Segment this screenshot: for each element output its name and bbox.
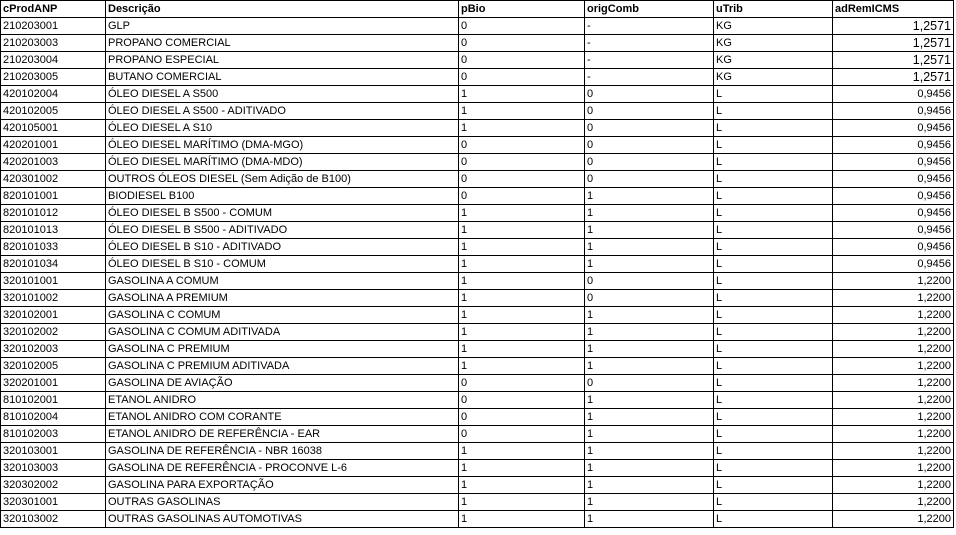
cell-pbio: 1 [459,460,585,477]
cell-descricao: GASOLINA C COMUM [106,307,459,324]
cell-utrib: L [714,392,833,409]
cell-adremicms: 0,9456 [833,256,954,273]
cell-origcomb: 1 [585,222,714,239]
cell-utrib: L [714,494,833,511]
cell-cprodanp: 420301002 [1,171,106,188]
table-row [1,256,954,273]
cell-utrib: L [714,358,833,375]
cell-adremicms: 1,2200 [833,341,954,358]
table-row [1,307,954,324]
cell-descricao: PROPANO ESPECIAL [106,52,459,69]
table-row [1,35,954,52]
cell-pbio: 0 [459,18,585,35]
cell-pbio: 1 [459,239,585,256]
cell-pbio: 1 [459,358,585,375]
cell-cprodanp: 320101001 [1,273,106,290]
table-row [1,460,954,477]
cell-cprodanp: 320103003 [1,460,106,477]
table-row [1,511,954,528]
cell-adremicms: 1,2571 [833,18,954,35]
cell-utrib: L [714,120,833,137]
cell-cprodanp: 320102002 [1,324,106,341]
cell-descricao: GASOLINA C PREMIUM [106,341,459,358]
cell-adremicms: 0,9456 [833,103,954,120]
cell-adremicms: 0,9456 [833,239,954,256]
cell-utrib: L [714,137,833,154]
cell-pbio: 1 [459,443,585,460]
cell-pbio: 0 [459,69,585,86]
cell-origcomb: 0 [585,154,714,171]
cell-origcomb: 1 [585,477,714,494]
cell-adremicms: 0,9456 [833,137,954,154]
cell-cprodanp: 320103002 [1,511,106,528]
cell-utrib: KG [714,18,833,35]
cell-descricao: ÓLEO DIESEL MARÍTIMO (DMA-MDO) [106,154,459,171]
cell-adremicms: 1,2200 [833,324,954,341]
cell-cprodanp: 420201003 [1,154,106,171]
cell-descricao: GASOLINA DE AVIAÇÃO [106,375,459,392]
cell-utrib: L [714,375,833,392]
cell-cprodanp: 420105001 [1,120,106,137]
cell-adremicms: 0,9456 [833,154,954,171]
cell-cprodanp: 320101002 [1,290,106,307]
cell-cprodanp: 320301001 [1,494,106,511]
cell-adremicms: 0,9456 [833,205,954,222]
cell-utrib: L [714,222,833,239]
cell-origcomb: 1 [585,324,714,341]
cell-origcomb: - [585,69,714,86]
table-row [1,120,954,137]
cell-descricao: ETANOL ANIDRO DE REFERÊNCIA - EAR [106,426,459,443]
cell-origcomb: 0 [585,273,714,290]
cell-pbio: 0 [459,426,585,443]
header-origcomb: origComb [585,1,714,18]
cell-cprodanp: 320102001 [1,307,106,324]
cell-cprodanp: 820101012 [1,205,106,222]
cell-pbio: 0 [459,154,585,171]
cell-utrib: L [714,103,833,120]
header-adremicms: adRemICMS [833,1,954,18]
cell-utrib: KG [714,52,833,69]
cell-utrib: L [714,239,833,256]
cell-descricao: BIODIESEL B100 [106,188,459,205]
cell-pbio: 0 [459,375,585,392]
cell-pbio: 1 [459,341,585,358]
cell-adremicms: 1,2200 [833,494,954,511]
cell-origcomb: - [585,35,714,52]
cell-descricao: ÓLEO DIESEL B S10 - COMUM [106,256,459,273]
cell-pbio: 1 [459,494,585,511]
cell-utrib: L [714,307,833,324]
header-utrib: uTrib [714,1,833,18]
table-row [1,188,954,205]
cell-descricao: ÓLEO DIESEL A S500 [106,86,459,103]
cell-cprodanp: 420102004 [1,86,106,103]
cell-pbio: 0 [459,188,585,205]
cell-pbio: 1 [459,222,585,239]
table-row [1,426,954,443]
cell-origcomb: 1 [585,426,714,443]
table-row [1,324,954,341]
cell-origcomb: 1 [585,494,714,511]
cell-origcomb: 1 [585,460,714,477]
cell-adremicms: 1,2200 [833,511,954,528]
table-row [1,273,954,290]
header-cprodanp: cProdANP [1,1,106,18]
cell-origcomb: 0 [585,290,714,307]
cell-descricao: GASOLINA A COMUM [106,273,459,290]
cell-descricao: ÓLEO DIESEL B S10 - ADITIVADO [106,239,459,256]
cell-utrib: L [714,409,833,426]
header-pbio: pBio [459,1,585,18]
cell-adremicms: 0,9456 [833,120,954,137]
cell-cprodanp: 420102005 [1,103,106,120]
cell-cprodanp: 320103001 [1,443,106,460]
cell-origcomb: 1 [585,307,714,324]
cell-origcomb: 1 [585,443,714,460]
table-row [1,358,954,375]
cell-adremicms: 1,2200 [833,409,954,426]
cell-origcomb: 0 [585,120,714,137]
cell-descricao: OUTRAS GASOLINAS [106,494,459,511]
cell-adremicms: 1,2200 [833,375,954,392]
cell-utrib: L [714,290,833,307]
cell-descricao: ÓLEO DIESEL B S500 - COMUM [106,205,459,222]
cell-cprodanp: 810102003 [1,426,106,443]
cell-adremicms: 0,9456 [833,222,954,239]
cell-pbio: 1 [459,307,585,324]
cell-adremicms: 1,2200 [833,358,954,375]
table-row [1,18,954,35]
cell-utrib: L [714,273,833,290]
cell-pbio: 1 [459,205,585,222]
cell-utrib: KG [714,35,833,52]
cell-adremicms: 1,2200 [833,460,954,477]
cell-pbio: 0 [459,35,585,52]
table-row [1,477,954,494]
cell-utrib: KG [714,69,833,86]
cell-pbio: 0 [459,137,585,154]
cell-pbio: 1 [459,324,585,341]
cell-adremicms: 1,2200 [833,392,954,409]
cell-pbio: 1 [459,86,585,103]
cell-cprodanp: 820101001 [1,188,106,205]
cell-utrib: L [714,171,833,188]
cell-descricao: ETANOL ANIDRO COM CORANTE [106,409,459,426]
cell-utrib: L [714,154,833,171]
cell-adremicms: 1,2571 [833,69,954,86]
cell-pbio: 0 [459,52,585,69]
cell-utrib: L [714,86,833,103]
cell-cprodanp: 210203003 [1,35,106,52]
cell-descricao: ÓLEO DIESEL A S500 - ADITIVADO [106,103,459,120]
cell-origcomb: 0 [585,171,714,188]
cell-cprodanp: 210203005 [1,69,106,86]
cell-descricao: OUTROS ÓLEOS DIESEL (Sem Adição de B100) [106,171,459,188]
cell-adremicms: 1,2200 [833,307,954,324]
table-row [1,443,954,460]
cell-cprodanp: 420201001 [1,137,106,154]
cell-pbio: 0 [459,409,585,426]
cell-descricao: GLP [106,18,459,35]
cell-descricao: GASOLINA DE REFERÊNCIA - NBR 16038 [106,443,459,460]
table-row [1,103,954,120]
cell-origcomb: 0 [585,137,714,154]
table-row [1,154,954,171]
cell-pbio: 1 [459,477,585,494]
table-row [1,86,954,103]
table-row [1,52,954,69]
cell-pbio: 1 [459,256,585,273]
cell-descricao: ÓLEO DIESEL B S500 - ADITIVADO [106,222,459,239]
cell-cprodanp: 320201001 [1,375,106,392]
table-body [1,18,954,528]
cell-adremicms: 1,2200 [833,443,954,460]
cell-adremicms: 0,9456 [833,188,954,205]
cell-descricao: OUTRAS GASOLINAS AUTOMOTIVAS [106,511,459,528]
cell-cprodanp: 820101033 [1,239,106,256]
cell-origcomb: 0 [585,103,714,120]
cell-origcomb: 1 [585,341,714,358]
header-row [1,1,954,18]
cell-utrib: L [714,426,833,443]
cell-cprodanp: 210203004 [1,52,106,69]
table-row [1,171,954,188]
cell-origcomb: 1 [585,511,714,528]
table-row [1,239,954,256]
cell-origcomb: 1 [585,205,714,222]
cell-cprodanp: 820101013 [1,222,106,239]
cell-adremicms: 1,2200 [833,290,954,307]
cell-utrib: L [714,256,833,273]
cell-pbio: 1 [459,290,585,307]
table-row [1,375,954,392]
cell-adremicms: 1,2200 [833,477,954,494]
table-row [1,392,954,409]
cell-descricao: GASOLINA PARA EXPORTAÇÃO [106,477,459,494]
cell-adremicms: 1,2200 [833,273,954,290]
cell-utrib: L [714,477,833,494]
cell-descricao: ÓLEO DIESEL MARÍTIMO (DMA-MGO) [106,137,459,154]
cell-cprodanp: 210203001 [1,18,106,35]
cell-origcomb: 0 [585,86,714,103]
cell-origcomb: 1 [585,256,714,273]
cell-origcomb: 1 [585,358,714,375]
cell-pbio: 1 [459,103,585,120]
cell-utrib: L [714,205,833,222]
cell-descricao: GASOLINA DE REFERÊNCIA - PROCONVE L-6 [106,460,459,477]
cell-descricao: GASOLINA C COMUM ADITIVADA [106,324,459,341]
cell-adremicms: 1,2571 [833,52,954,69]
cell-pbio: 1 [459,511,585,528]
cell-cprodanp: 810102004 [1,409,106,426]
cell-utrib: L [714,341,833,358]
cell-origcomb: 1 [585,392,714,409]
table-row [1,494,954,511]
cell-utrib: L [714,188,833,205]
cell-cprodanp: 810102001 [1,392,106,409]
cell-adremicms: 0,9456 [833,86,954,103]
cell-utrib: L [714,443,833,460]
cell-utrib: L [714,460,833,477]
table-row [1,205,954,222]
cell-adremicms: 1,2200 [833,426,954,443]
cell-cprodanp: 320302002 [1,477,106,494]
cell-origcomb: 1 [585,239,714,256]
cell-origcomb: - [585,52,714,69]
cell-origcomb: - [585,18,714,35]
cell-descricao: GASOLINA C PREMIUM ADITIVADA [106,358,459,375]
table-row [1,69,954,86]
cell-utrib: L [714,511,833,528]
cell-descricao: PROPANO COMERCIAL [106,35,459,52]
cell-pbio: 0 [459,171,585,188]
cell-cprodanp: 320102005 [1,358,106,375]
header-descricao: Descrição [106,1,459,18]
cell-adremicms: 0,9456 [833,171,954,188]
cell-descricao: ETANOL ANIDRO [106,392,459,409]
cell-origcomb: 0 [585,375,714,392]
cell-descricao: ÓLEO DIESEL A S10 [106,120,459,137]
table-row [1,341,954,358]
cell-origcomb: 1 [585,188,714,205]
cell-descricao: BUTANO COMERCIAL [106,69,459,86]
cell-pbio: 1 [459,120,585,137]
table-row [1,137,954,154]
table-row [1,290,954,307]
cell-pbio: 1 [459,273,585,290]
table-row [1,409,954,426]
cell-cprodanp: 320102003 [1,341,106,358]
cell-adremicms: 1,2571 [833,35,954,52]
cell-cprodanp: 820101034 [1,256,106,273]
cell-origcomb: 1 [585,409,714,426]
cell-descricao: GASOLINA A PREMIUM [106,290,459,307]
cell-pbio: 0 [459,392,585,409]
table-row [1,222,954,239]
cell-utrib: L [714,324,833,341]
